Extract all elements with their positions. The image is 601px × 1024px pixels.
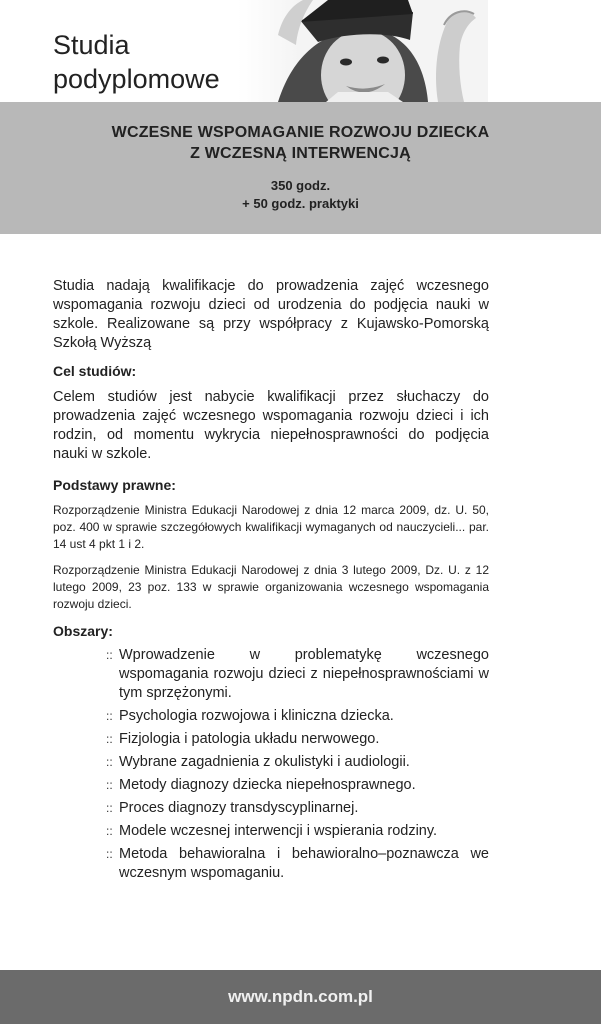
bullet-marker: :: [106, 755, 113, 769]
bullet-marker: :: [106, 732, 113, 746]
course-hours [0, 177, 601, 213]
title-line-1: Studia [53, 30, 130, 60]
list-item [106, 776, 489, 795]
area-text: Wprowadzenie w problematykę wczesnego wspomagania rozwoju dzieci z niepełnosprawnościami w tym sprzężonymi. [119, 647, 489, 701]
bullet-marker: :: [106, 847, 113, 861]
list-item [106, 753, 489, 772]
list-item [106, 730, 489, 749]
area-text: Proces diagnozy transdyscyplinarnej. [119, 800, 359, 816]
main-content [53, 277, 489, 887]
bullet-marker: :: [106, 648, 113, 662]
hours-line-1: 350 godz. [270, 178, 331, 193]
bullet-marker: :: [106, 801, 113, 815]
area-text: Wybrane zagadnienia z okulistyki i audiologii. [119, 754, 410, 770]
list-item [106, 707, 489, 726]
title-line-2: podyplomowe [53, 64, 220, 94]
legal-heading: Podstawy prawne: [53, 477, 176, 493]
area-text: Psychologia rozwojowa i kliniczna dziecka. [119, 708, 394, 724]
area-text: Fizjologia i patologia układu nerwowego. [119, 731, 380, 747]
areas-list [53, 646, 489, 883]
hours-line-2: + 50 godz. praktyki [242, 196, 359, 211]
goal-paragraph: Celem studiów jest nabycie kwalifikacji przez słuchaczy do prowadzenia zajęć wczesnego wspomagania rozwoju dzieci i ich rodzin, od momentu wykrycia niepełnosprawności do podjęcia nauki w szkole. [53, 389, 489, 462]
website-link[interactable]: www.npdn.com.pl [228, 987, 373, 1006]
list-item [106, 822, 489, 841]
bullet-marker: :: [106, 778, 113, 792]
legal-item: Rozporządzenie Ministra Edukacji Narodowej z dnia 12 marca 2009, dz. U. 50, poz. 400 w sprawie szczegółowych kwalifikacji wymaganych od nauczycieli... par. 14 ust 4 pkt 1 i 2. [53, 503, 489, 551]
area-text: Metody diagnozy dziecka niepełnosprawnego. [119, 777, 416, 793]
bullet-marker: :: [106, 824, 113, 838]
list-item [106, 646, 489, 703]
list-item [106, 845, 489, 883]
area-text: Modele wczesnej interwencji i wspierania rodziny. [119, 823, 438, 839]
area-text: Metoda behawioralna i behawioralno–poznawcza we wczesnym wspomaganiu. [119, 846, 489, 881]
list-item [106, 799, 489, 818]
areas-heading: Obszary: [53, 623, 113, 639]
page-title [53, 28, 220, 96]
course-title [0, 122, 601, 164]
child-graduation-photo [238, 0, 488, 102]
course-title-line-2: Z WCZESNĄ INTERWENCJĄ [190, 145, 411, 162]
course-title-band [0, 102, 601, 234]
intro-paragraph: Studia nadają kwalifikacje do prowadzenia zajęć wczesnego wspomagania rozwoju dzieci od urodzenia do podjęcia nauki w szkole. Realizowane są przy współpracy z Kujawsko-Pomorską Szkołą Wyższą [53, 278, 489, 351]
course-title-line-1: WCZESNE WSPOMAGANIE ROZWOJU DZIECKA [111, 124, 490, 141]
goal-heading: Cel studiów: [53, 363, 137, 379]
legal-item: Rozporządzenie Ministra Edukacji Narodowej z dnia 3 lutego 2009, Dz. U. z 12 lutego 2009, 23 poz. 133 w sprawie organizowania wczesnego wspomagania rozwoju dzieci. [53, 563, 489, 611]
footer-bar [0, 970, 601, 1024]
bullet-marker: :: [106, 709, 113, 723]
